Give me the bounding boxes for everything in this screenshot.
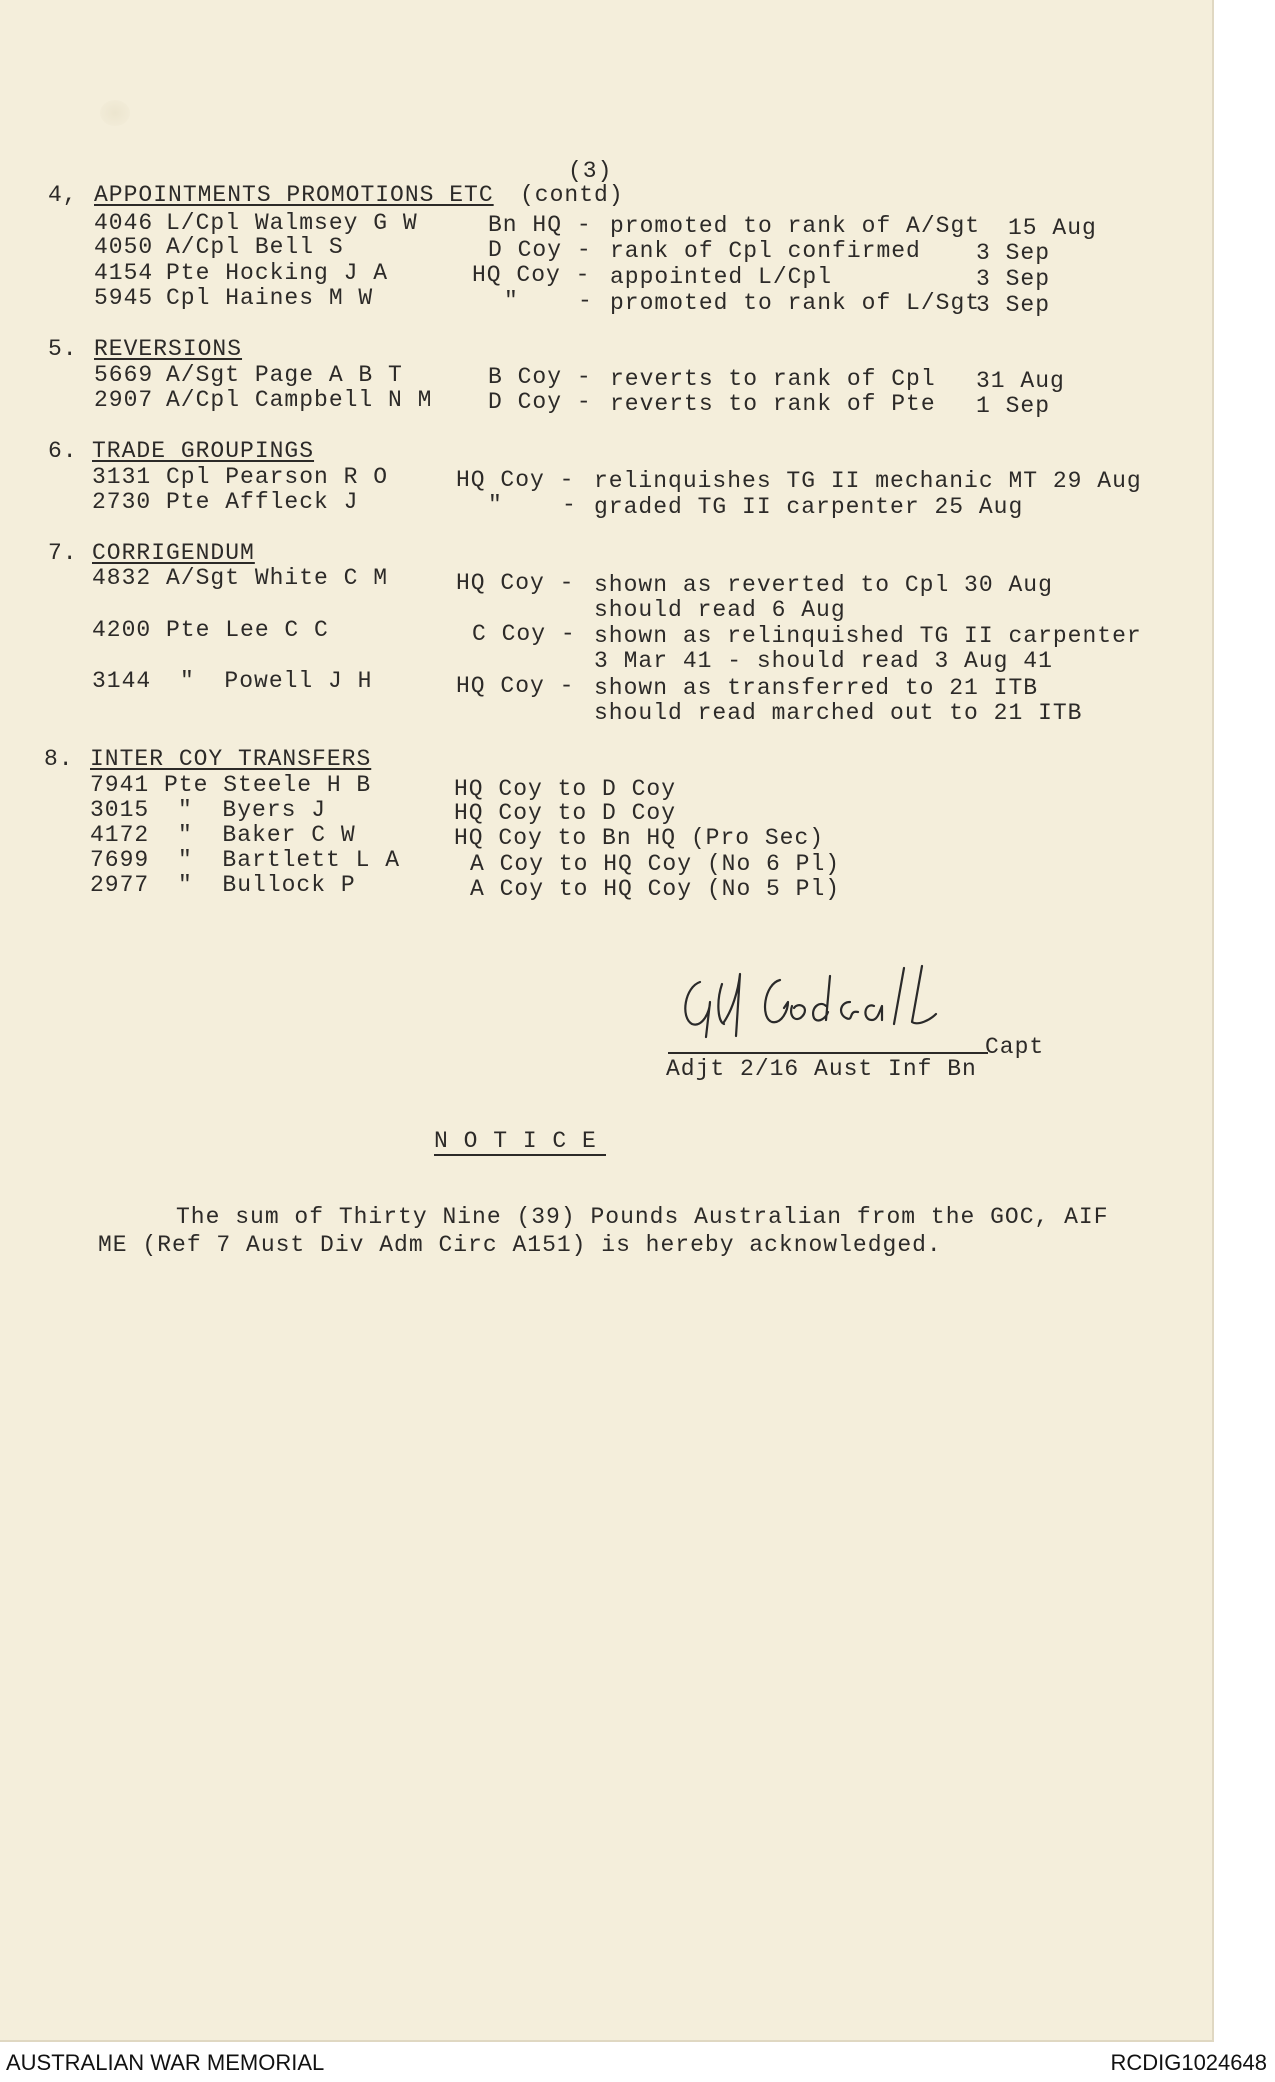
record-number: 4200 <box>92 617 152 643</box>
record-date: 3 Sep <box>976 292 1051 318</box>
record-unit: D Coy - <box>488 237 592 263</box>
record-date: 15 Aug <box>1008 215 1097 241</box>
record-name: Pte Hocking J A <box>166 260 389 286</box>
section-number: 6. <box>48 438 78 464</box>
record-number: 3015 <box>90 797 150 823</box>
record-action: reverts to rank of Pte <box>610 391 936 417</box>
record-name: Pte Affleck J <box>166 489 359 515</box>
record-name: L/Cpl Walmsey G W <box>166 210 418 236</box>
record-number: 7941 <box>90 772 150 798</box>
notice-underline <box>434 1154 606 1156</box>
notice-text-line2: ME (Ref 7 Aust Div Adm Circ A151) is hereby acknowledged. <box>98 1232 942 1258</box>
record-unit: HQ Coy - <box>456 570 575 596</box>
section-title: APPOINTMENTS PROMOTIONS ETC <box>94 182 494 208</box>
record-name: Cpl Pearson R O <box>166 464 389 490</box>
record-correction: should read 6 Aug <box>594 597 846 623</box>
record-action: promoted to rank of A/Sgt <box>610 213 981 239</box>
record-number: 4046 <box>94 210 154 236</box>
page-number: (3) <box>568 158 613 184</box>
record-date: 3 Sep <box>976 240 1051 266</box>
record-name: Pte Steele H B <box>164 772 372 798</box>
section-number: 7. <box>48 540 78 566</box>
record-transfer: HQ Coy to Bn HQ (Pro Sec) <box>454 825 825 851</box>
record-transfer: A Coy to HQ Coy (No 6 Pl) <box>470 851 841 877</box>
notice-heading: N O T I C E <box>434 1128 597 1154</box>
signature-title: Adjt 2/16 Aust Inf Bn <box>666 1056 977 1082</box>
record-unit: " - <box>488 492 577 518</box>
record-action: reverts to rank of Cpl <box>610 366 936 392</box>
record-correction: should read marched out to 21 ITB <box>594 700 1083 726</box>
record-number: 2907 <box>94 387 154 413</box>
section-title: CORRIGENDUM <box>92 540 255 566</box>
section-title: REVERSIONS <box>94 336 243 362</box>
record-name: Cpl Haines M W <box>166 285 374 311</box>
record-number: 5945 <box>94 285 154 311</box>
record-action: appointed L/Cpl <box>610 264 833 290</box>
record-number: 3144 <box>92 668 152 694</box>
record-number: 4172 <box>90 822 150 848</box>
record-name: " Baker C W <box>178 822 356 848</box>
punch-hole <box>100 100 130 126</box>
signature-rank: Capt <box>985 1034 1045 1060</box>
record-name: " Bartlett L A <box>178 847 401 873</box>
record-unit: HQ Coy - <box>456 673 575 699</box>
record-action: promoted to rank of L/Sgt <box>610 290 981 316</box>
section-number: 8. <box>44 746 74 772</box>
record-unit: HQ Coy - <box>472 262 591 288</box>
record-number: 4050 <box>94 234 154 260</box>
handwritten-signature <box>680 962 980 1042</box>
record-number: 7699 <box>90 847 150 873</box>
section-number: 4, <box>48 182 78 208</box>
record-unit: HQ Coy - <box>456 467 575 493</box>
footer-record-id: RCDIG1024648 <box>1110 2050 1267 2075</box>
record-action: shown as transferred to 21 ITB <box>594 675 1039 701</box>
record-name: A/Sgt White C M <box>166 565 389 591</box>
record-date: 3 Sep <box>976 266 1051 292</box>
record-number: 4832 <box>92 565 152 591</box>
section-title: TRADE GROUPINGS <box>92 438 315 464</box>
record-unit: " - <box>504 288 593 314</box>
record-unit: C Coy - <box>472 621 576 647</box>
record-name: A/Cpl Bell S <box>166 234 344 260</box>
record-number: 5669 <box>94 362 154 388</box>
record-transfer: A Coy to HQ Coy (No 5 Pl) <box>470 876 841 902</box>
section-contd: (contd) <box>520 182 624 208</box>
record-transfer: HQ Coy to D Coy <box>454 800 677 826</box>
record-number: 3131 <box>92 464 152 490</box>
section-title: INTER COY TRANSFERS <box>90 746 372 772</box>
record-name: A/Cpl Campbell N M <box>166 387 433 413</box>
record-name: " Bullock P <box>178 872 356 898</box>
section-number: 5. <box>48 336 78 362</box>
record-date: 31 Aug <box>976 368 1065 394</box>
record-action: rank of Cpl confirmed <box>610 238 921 264</box>
record-action: graded TG II carpenter 25 Aug <box>594 494 1024 520</box>
signature-line <box>668 1052 988 1054</box>
record-date: 1 Sep <box>976 393 1051 419</box>
record-name: A/Sgt Page A B T <box>166 362 403 388</box>
record-name: " Byers J <box>178 797 327 823</box>
record-action: shown as relinquished TG II carpenter <box>594 623 1142 649</box>
record-action: shown as reverted to Cpl 30 Aug <box>594 572 1053 598</box>
record-unit: B Coy - <box>488 364 592 390</box>
record-number: 4154 <box>94 260 154 286</box>
notice-text-line1: The sum of Thirty Nine (39) Pounds Australian from the GOC, AIF <box>176 1204 1109 1230</box>
footer-source: AUSTRALIAN WAR MEMORIAL <box>6 2050 325 2075</box>
record-number: 2730 <box>92 489 152 515</box>
record-action: relinquishes TG II mechanic MT 29 Aug <box>594 468 1142 494</box>
record-transfer: HQ Coy to D Coy <box>454 776 677 802</box>
record-correction: 3 Mar 41 - should read 3 Aug 41 <box>594 648 1053 674</box>
record-unit: D Coy - <box>488 389 592 415</box>
record-name: Pte Lee C C <box>166 617 329 643</box>
record-unit: Bn HQ - <box>488 212 592 238</box>
record-number: 2977 <box>90 872 150 898</box>
record-name: " Powell J H <box>180 668 373 694</box>
